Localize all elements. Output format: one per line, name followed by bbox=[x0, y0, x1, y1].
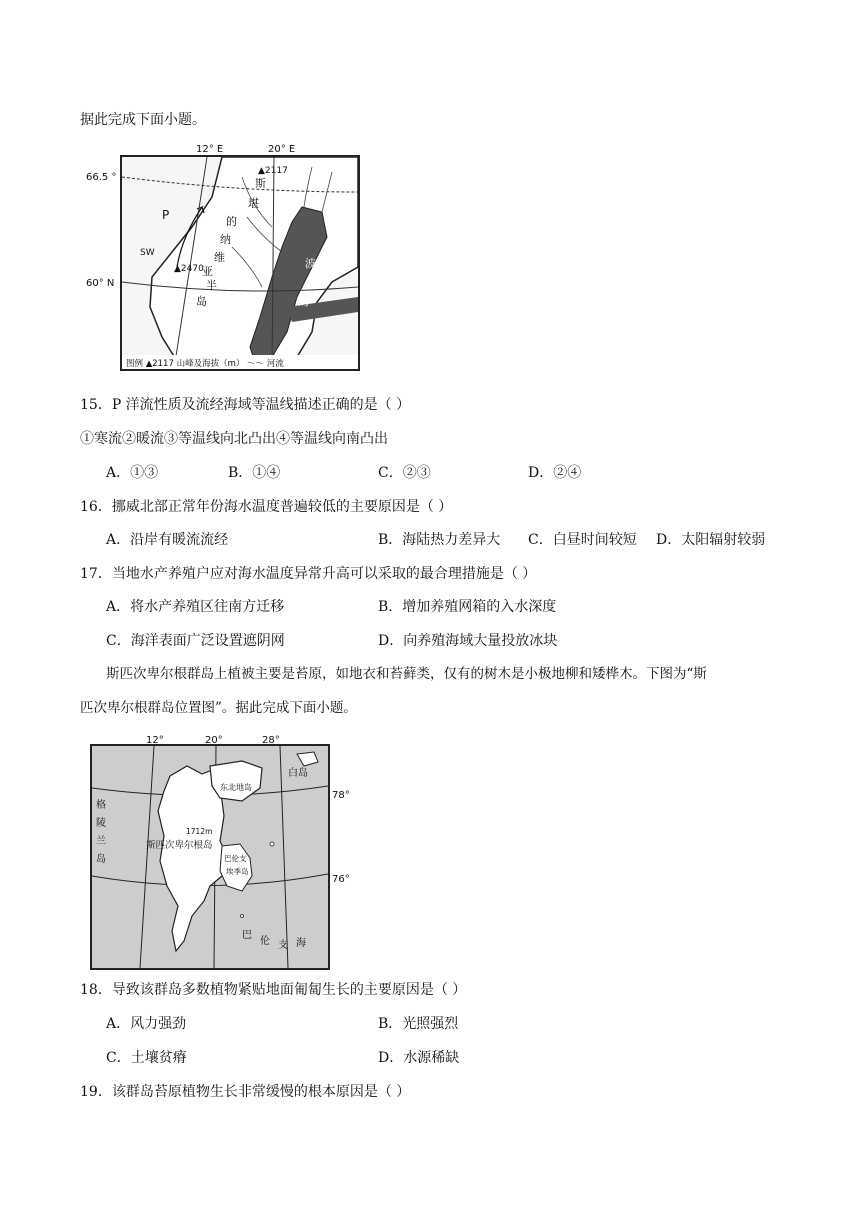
q18-option-b[interactable]: B．光照强烈 bbox=[378, 1016, 459, 1032]
q18-option-d[interactable]: D．水源稀缺 bbox=[378, 1050, 460, 1066]
region-char-2: 堪 bbox=[248, 197, 259, 210]
region-char-1: 斯 bbox=[255, 177, 266, 190]
region-char-4: 纳 bbox=[220, 233, 231, 246]
q17-stem: 17．当地水产养殖户应对海水温度异常升高可以采取的最合理措施是（ ） bbox=[80, 566, 537, 582]
q16-option-c[interactable]: C．白昼时间较短 bbox=[528, 532, 637, 548]
map2-lat-76: 76° bbox=[332, 874, 350, 885]
map2-lon-12: 12° bbox=[146, 735, 164, 746]
intro-text-2-line-2: 匹次卑尔根群岛位置图”。据此完成下面小题。 bbox=[80, 700, 357, 716]
q15-stem: 15．P 洋流性质及流经海域等温线描述正确的是（ ） bbox=[80, 397, 411, 413]
q15-option-c[interactable]: C．②③ bbox=[378, 465, 431, 481]
q19-stem: 19．该群岛苔原植物生长非常缓慢的根本原因是（ ） bbox=[80, 1084, 411, 1100]
q16-option-d[interactable]: D．太阳辐射较弱 bbox=[656, 532, 766, 548]
intro-text-2-line-1: 斯匹次卑尔根群岛上植被主要是苔原，如地衣和苔藓类，仅有的树木是小极地柳和矮桦木。下图为“斯 bbox=[106, 666, 707, 682]
greenland-char-4: 岛 bbox=[96, 854, 106, 865]
greenland-char-3: 兰 bbox=[96, 836, 106, 847]
greenland-char-1: 格 bbox=[96, 800, 106, 811]
q15-option-a[interactable]: A．①③ bbox=[106, 465, 159, 481]
q15-option-d[interactable]: D．②④ bbox=[528, 465, 582, 481]
current-label: SW bbox=[140, 248, 155, 258]
svalbard-map bbox=[90, 744, 330, 970]
greenland-char-2: 陵 bbox=[96, 818, 106, 829]
q18-option-c[interactable]: C．土壤贫瘠 bbox=[106, 1050, 187, 1066]
map1-lat-60: 60° N bbox=[86, 278, 115, 289]
q15-choices: ①寒流②暖流③等温线向北凸出④等温线向南凸出 bbox=[80, 431, 388, 447]
barents-char-1: 巴 bbox=[242, 930, 252, 941]
map2-lat-78: 78° bbox=[332, 790, 350, 801]
q18-option-a[interactable]: A．风力强劲 bbox=[106, 1016, 187, 1032]
map1-legend: 图例 ▲2117 山峰及海拔（m） 〜〜 河流 bbox=[126, 359, 284, 369]
intro-text-1: 据此完成下面小题。 bbox=[80, 112, 206, 128]
sea-char-3: 海 bbox=[288, 333, 299, 346]
northeast-land-label: 东北地岛 bbox=[220, 783, 252, 792]
q17-option-d[interactable]: D．向养殖海域大量投放冰块 bbox=[378, 633, 558, 649]
white-island-label: 白岛 bbox=[288, 768, 308, 779]
island-b-label: 埃季岛 bbox=[226, 867, 249, 876]
map2-lon-20: 20° bbox=[205, 735, 223, 746]
island-a-label: 巴伦支 bbox=[224, 854, 247, 863]
q16-option-b[interactable]: B．海陆热力差异大 bbox=[378, 532, 501, 548]
map2-lon-28: 28° bbox=[262, 735, 280, 746]
region-char-8: 岛 bbox=[196, 295, 207, 308]
map1-lon-12: 12° E bbox=[196, 144, 224, 155]
peak-south-label: ▲2470 bbox=[174, 264, 204, 274]
scandinavia-map bbox=[120, 155, 360, 371]
main-island-label: 斯匹次卑尔根岛 bbox=[146, 840, 213, 851]
barents-char-4: 海 bbox=[296, 938, 306, 949]
barents-char-3: 支 bbox=[278, 940, 288, 951]
q18-stem: 18．导致该群岛多数植物紧贴地面匍匐生长的主要原因是（ ） bbox=[80, 982, 467, 998]
region-char-7: 半 bbox=[206, 279, 217, 292]
q15-option-b[interactable]: B．①④ bbox=[228, 465, 281, 481]
q17-option-c[interactable]: C．海洋表面广泛设置遮阴网 bbox=[106, 633, 285, 649]
q17-option-b[interactable]: B．增加养殖网箱的入水深度 bbox=[378, 599, 557, 615]
sea-char-1: 波 bbox=[305, 257, 316, 270]
map1-lat-665: 66.5 ° bbox=[86, 172, 117, 183]
sea-char-2: 的 bbox=[298, 295, 309, 308]
q16-option-a[interactable]: A．沿岸有暖流流经 bbox=[106, 532, 229, 548]
q17-option-a[interactable]: A．将水产养殖区往南方迁移 bbox=[106, 599, 285, 615]
region-char-6: 亚 bbox=[202, 265, 213, 278]
peak-north-label: ▲2117 bbox=[258, 166, 288, 176]
map1-lon-20: 20° E bbox=[268, 144, 296, 155]
q16-stem: 16．挪威北部正常年份海水温度普遍较低的主要原因是（ ） bbox=[80, 499, 453, 515]
region-char-5: 维 bbox=[214, 251, 225, 264]
barents-char-2: 伦 bbox=[260, 936, 270, 947]
region-char-3: 的 bbox=[226, 215, 237, 228]
peak-label: 1712m bbox=[186, 827, 213, 836]
ocean-label-p: P bbox=[162, 208, 170, 222]
